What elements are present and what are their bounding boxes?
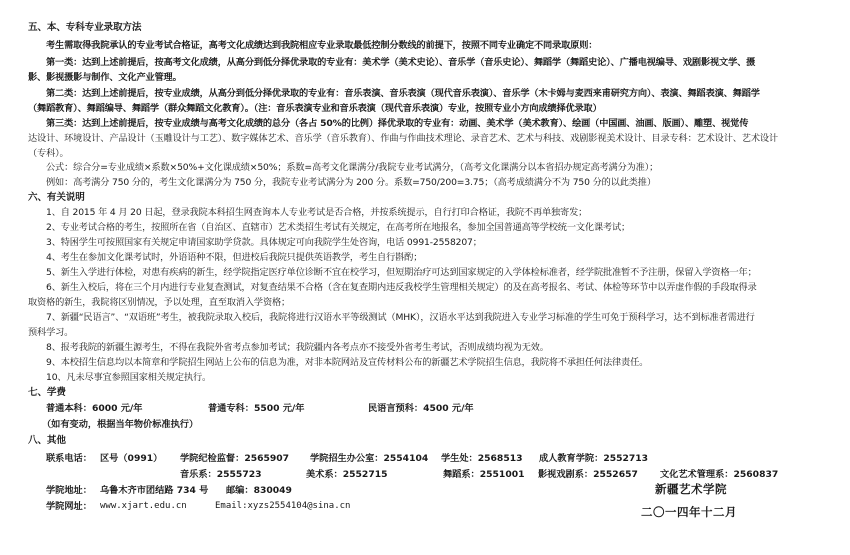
section-7-title: 七、学费 <box>28 387 66 398</box>
note-item-1: 1、自 2015 年 4 月 20 日起，登录我院本科招生网查询本人专业考试是否合格，并按系统提示，自行打印合格证，我院不再单独寄发； <box>46 207 588 218</box>
phone-label: 文化艺术管理系： <box>660 469 734 480</box>
note-item-4: 4、考生在参加文化课考试时，外语语种不限，但进校后我院只提供英语教学，考生自行斟酌； <box>46 252 423 263</box>
fee-junior-college <box>208 402 304 415</box>
address-value: 乌鲁木齐市团结路 734 号 <box>100 485 209 496</box>
note-item-5: 5、新生入学进行体检，对患有疾病的新生，经学院指定医疗单位诊断不宜在校学习，但短期治疗可达到国家规定的入学体检标准者，经学院批准暂不予注册，保留入学资格一年； <box>46 267 757 278</box>
note-item-7-line-2: 预科学习。 <box>28 327 74 338</box>
section-6-title: 六、有关说明 <box>28 192 85 203</box>
phone-art-dept <box>306 468 388 481</box>
note-item-8: 8、报考我院的新疆生源考生，不得在我院外省考点参加考试；我院疆内各考点亦不接受外省考生考试，否则成绩均视为无效。 <box>46 342 549 353</box>
phone-label: 学院纪检监督： <box>180 453 245 464</box>
category-3-line-1: 第三类：达到上述前提后，按专业成绩与高考文化成绩的总分（各占 50%的比例）择优录取的专业有：动画、美术学（美术教育）、绘画（中国画、油画、版画）、雕塑、视觉传 <box>46 118 749 129</box>
fee-preparatory <box>368 402 474 415</box>
email-link[interactable]: xyzs2554104@sina.cn <box>247 501 351 511</box>
phone-number: 2552713 <box>603 453 649 464</box>
fee-label: 民语言预科： <box>368 403 424 414</box>
section-8-title: 八、其他 <box>28 435 66 446</box>
phone-label: 影视戏剧系： <box>538 469 594 480</box>
fee-label: 普通本科： <box>46 403 92 414</box>
website-link[interactable]: www.xjart.edu.cn <box>100 501 187 511</box>
note-item-7-line-1: 7、新疆“民语言”、“双语班”考生，被我院录取入校后，我院将进行汉语水平等级测试（MHK），汉语水平达到我院进入专业学习标准的学生可免于预科学习，达不到标准者需进行 <box>46 312 755 323</box>
note-item-6-cont: 取资格的新生，我院将区别情况，予以处理，直至取消入学资格； <box>28 297 291 308</box>
phone-number: 2552715 <box>342 469 388 480</box>
phone-number: 2565907 <box>244 453 290 464</box>
note-item-3: 3、特困学生可按照国家有关规定申请国家助学贷款。具体规定可向我院学生处咨询，电话 0991-2558207； <box>46 237 482 248</box>
phone-label: 学院招生办公室： <box>310 453 384 464</box>
phone-number: 2555723 <box>216 469 262 480</box>
phone-admissions <box>310 452 428 465</box>
phone-label: 学生处： <box>441 453 478 464</box>
postcode-value: 830049 <box>253 485 292 496</box>
category-3-line-2: 达设计、环境设计、产品设计（玉雕设计与工艺）、数字媒体艺术、音乐学（音乐教育）、作曲与作曲技术理论、录音艺术、艺术与科技、戏剧影视美术设计、目录专科：艺术设计、艺术设计 <box>28 133 778 144</box>
phone-number: 2554104 <box>383 453 429 464</box>
section-5-intro: 考生需取得我院承认的专业考试合格证，高考文化成绩达到我院相应专业录取最低控制分数线的前提下，按照不同专业确定不同录取原则： <box>46 40 598 51</box>
contact-label: 联系电话： <box>46 453 92 464</box>
note-item-6: 6、新生入校后，将在三个月内进行专业复查测试，对复查结果不合格（含在复查期内违反我校学生管理相关规定）的及在高考报名、考试、体检等环节中以弄虚作假的手段取得录 <box>46 282 757 293</box>
category-3-line-3: （专科）。 <box>28 148 69 159</box>
category-2-line-1: 第二类：达到上述前提后，按专业成绩，从高分到低分择优录取的专业有：音乐表演、音乐表演（现代音乐表演）、音乐学（木卡姆与麦西来甫研究方向）、表演、舞蹈表演、舞蹈学 <box>46 88 760 99</box>
phone-label: 美术系： <box>306 469 343 480</box>
postcode-label: 邮编： <box>226 485 254 496</box>
signature-date: 二〇一四年十二月 <box>641 505 737 519</box>
phone-culture-art-mgmt <box>660 468 778 481</box>
phone-music-dept <box>180 468 262 481</box>
category-2-line-2: （舞蹈教育）、舞蹈编导、舞蹈学（群众舞蹈文化教育）。（注：音乐表演专业和音乐表演（现代音乐表演）专业，按照专业小方向成绩择优录取） <box>28 103 602 114</box>
address-label: 学院地址： <box>46 485 92 496</box>
phone-film-drama-dept <box>538 468 638 481</box>
area-code: 区号（0991） <box>100 453 163 464</box>
note-item-2: 2、专业考试合格的考生，按照所在省（自治区、直辖市）艺术类招生考试有关规定，在高考所在地报名，参加全国普通高等学校统一文化课考试； <box>46 222 631 233</box>
email <box>215 500 350 513</box>
fee-note: （如有变动，根据当年物价标准执行） <box>42 419 199 430</box>
fee-undergrad <box>46 402 142 415</box>
phone-label: 音乐系： <box>180 469 217 480</box>
phone-number: 2560837 <box>733 469 779 480</box>
category-1-line-1: 第一类：达到上述前提后，按高考文化成绩，从高分到低分择优录取的专业有：美术学（美术史论）、音乐学（音乐史论）、舞蹈学（舞蹈史论）、广播电视编导、戏剧影视文学、摄 <box>46 57 756 68</box>
note-item-10: 10、凡未尽事宜参照国家相关规定执行。 <box>46 372 212 383</box>
section-5-title: 五、本、专科专业录取方法 <box>28 22 142 33</box>
phone-number: 2551001 <box>479 469 525 480</box>
signature-org: 新疆艺术学院 <box>655 482 727 496</box>
phone-dance-dept <box>443 468 525 481</box>
phone-label: 舞蹈系： <box>443 469 480 480</box>
fee-value: 6000 元/年 <box>91 403 143 414</box>
phone-label: 成人教育学院： <box>539 453 604 464</box>
formula-example: 例如：高考满分 750 分的，考生文化课满分为 750 分，我院专业考试满分为 200 分。系数=750/200=3.75；（高考成绩满分不为 750 分的以此类推） <box>46 177 656 188</box>
phone-number: 2552657 <box>593 469 638 480</box>
fee-label: 普通专科： <box>208 403 254 414</box>
category-1-line-2: 影、影视摄影与制作、文化产业管理。 <box>28 72 182 83</box>
phone-student-office <box>441 452 523 465</box>
website-label: 学院网址： <box>46 501 92 512</box>
note-item-9: 9、本校招生信息均以本简章和学院招生网站上公布的信息为准，对非本院网站及宣传材料公布的新疆艺术学院招生信息，我院将不承担任何法律责任。 <box>46 357 649 368</box>
formula-text: 公式：综合分=专业成绩×系数×50%+文化课成绩×50%；系数=高考文化课满分/我院专业考试满分，（高考文化课满分以本省招办规定高考满分为准）； <box>46 162 659 173</box>
phone-adult-education <box>539 452 648 465</box>
phone-number: 2568513 <box>477 453 523 464</box>
postcode <box>226 484 292 497</box>
fee-value: 5500 元/年 <box>253 403 305 414</box>
phone-discipline <box>180 452 289 465</box>
email-label: Email: <box>215 501 248 511</box>
fee-value: 4500 元/年 <box>423 403 474 414</box>
